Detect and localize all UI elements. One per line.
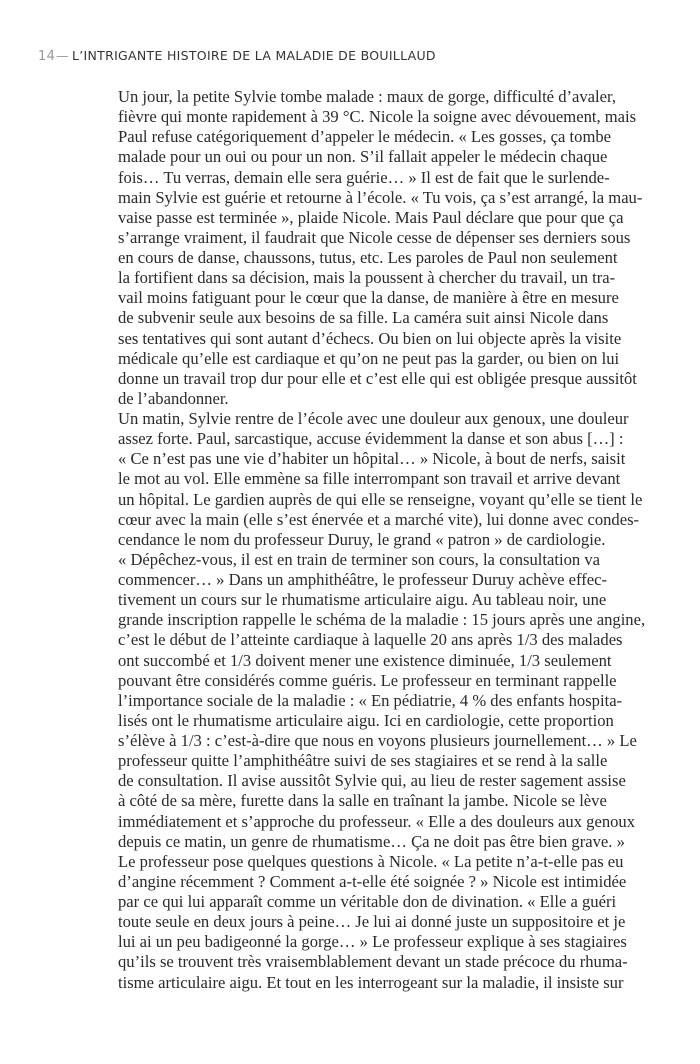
text-line: ses tentatives qui sont autant d’échecs. Ou bien on lui objecte après la visite bbox=[118, 328, 622, 348]
text-line: de subvenir seule aux besoins de sa fille. La caméra suit ainsi Nicole dans bbox=[118, 308, 609, 328]
text-line: tivement un cours sur le rhumatisme articulaire aigu. Au tableau noir, une bbox=[118, 590, 607, 610]
text-line: donne un travail trop dur pour elle et c’est elle qui est obligée presque aussitôt bbox=[118, 368, 637, 388]
text-line: vaise passe est terminée », plaide Nicole. Mais Paul déclare que pour que ça bbox=[118, 207, 624, 227]
header-separator: — bbox=[56, 48, 69, 63]
text-line: s’élève à 1/3 : c’est-à-dire que nous en voyons plusieurs journellement… » Le bbox=[118, 731, 637, 750]
text-line: c’est le début de l’atteinte cardiaque à laquelle 20 ans après 1/3 des malades bbox=[118, 630, 623, 650]
text-line: médicale qu’elle est cardiaque et qu’on ne peut pas la garder, ou bien on lui bbox=[118, 348, 620, 368]
text-line: Un matin, Sylvie rentre de l’école avec une douleur aux genoux, une douleur bbox=[118, 409, 629, 428]
text-line: le mot au vol. Elle emmène sa fille interrompant son travail et arrive devant bbox=[118, 469, 621, 489]
text-line: commencer… » Dans un amphithéâtre, le professeur Duruy achève effec- bbox=[118, 570, 607, 589]
text-line: main Sylvie est guérie et retourne à l’école. « Tu vois, ça s’est arrangé, la mau- bbox=[118, 187, 643, 207]
text-line: lui ai un peu badigeonné la gorge… » Le professeur explique à ses stagiaires bbox=[118, 932, 627, 952]
text-line: à côté de sa mère, furette dans la salle en traînant la jambe. Nicole se lève bbox=[118, 791, 607, 811]
text-line: pouvant être considérés comme guéris. Le professeur en terminant rappelle bbox=[118, 670, 617, 690]
text-line: par ce qui lui apparaît comme un véritable don de divination. « Elle a guéri bbox=[118, 892, 617, 911]
text-line: malade pour un oui ou pour un non. S’il fallait appeler le médecin chaque bbox=[118, 147, 608, 167]
text-line: grande inscription rappelle le schéma de la maladie : 15 jours après une angine, bbox=[118, 610, 646, 630]
text-line: Le professeur pose quelques questions à Nicole. « La petite n’a-t-elle pas eu bbox=[118, 851, 624, 871]
text-line: d’angine récemment ? Comment a-t-elle été soignée ? » Nicole est intimidée bbox=[118, 871, 627, 891]
text-line: Un jour, la petite Sylvie tombe malade : maux de gorge, difficulté d’avaler, bbox=[118, 87, 617, 106]
text-line: l’importance sociale de la maladie : « En pédiatrie, 4 % des enfants hospita- bbox=[118, 690, 623, 710]
text-line: « Ce n’est pas une vie d’habiter un hôpital… » Nicole, à bout de nerfs, saisit bbox=[118, 449, 626, 469]
text-line: professeur quitte l’amphithéâtre suivi de ses stagiaires et se rend à la salle bbox=[118, 751, 608, 771]
running-header bbox=[38, 48, 436, 64]
text-line: immédiatement et s’approche du professeur. « Elle a des douleurs aux genoux bbox=[118, 811, 636, 831]
text-line: la fortifient dans sa décision, mais la poussent à chercher du travail, un tra- bbox=[118, 268, 616, 288]
text-line: qu’ils se trouvent très vraisemblablement devant un stade précoce du rhuma- bbox=[118, 952, 628, 972]
text-line: toute seule en deux jours à peine… Je lui ai donné juste un suppositoire et je bbox=[118, 912, 626, 932]
text-line: s’arrange vraiment, il faudrait que Nicole cesse de dépenser ses derniers sous bbox=[118, 227, 631, 247]
text-line: fièvre qui monte rapidement à 39 °C. Nicole la soigne avec dévouement, mais bbox=[118, 107, 637, 127]
body-text bbox=[118, 87, 646, 993]
running-title: L’INTRIGANTE HISTOIRE DE LA MALADIE DE BOUILLAUD bbox=[71, 48, 436, 63]
text-line: un hôpital. Le gardien auprès de qui elle se renseigne, voyant qu’elle se tient le bbox=[118, 489, 643, 509]
text-line: cendance le nom du professeur Duruy, le grand « patron » de cardiologie. bbox=[118, 529, 606, 549]
text-line: de l’abandonner. bbox=[118, 388, 229, 408]
text-line: tisme articulaire aigu. Et tout en les interrogeant sur la maladie, il insiste sur bbox=[118, 972, 624, 992]
text-line: ont succombé et 1/3 doivent mener une existence diminuée, 1/3 seulement bbox=[118, 650, 612, 670]
page-number: 14 bbox=[38, 49, 56, 64]
text-line: cœur avec la main (elle s’est énervée et a marché vite), lui donne avec condes- bbox=[118, 509, 640, 529]
text-line: vail moins fatiguant pour le cœur que la danse, de manière à être en mesure bbox=[118, 288, 619, 308]
text-line: lisés ont le rhumatisme articulaire aigu. Ici en cardiologie, cette proportion bbox=[118, 710, 614, 730]
text-line: en cours de danse, chaussons, tutus, etc. Les paroles de Paul non seulement bbox=[118, 248, 618, 267]
text-line: de consultation. Il avise aussitôt Sylvie qui, au lieu de rester sagement assise bbox=[118, 771, 626, 791]
text-line: depuis ce matin, un genre de rhumatisme… Ça ne doit pas être bien grave. » bbox=[118, 831, 625, 851]
text-line: « Dépêchez-vous, il est en train de terminer son cours, la consultation va bbox=[118, 549, 600, 569]
text-line: assez forte. Paul, sarcastique, accuse évidemment la danse et son abus […] : bbox=[118, 429, 624, 449]
text-line: Paul refuse catégoriquement d’appeler le médecin. « Les gosses, ça tombe bbox=[118, 127, 612, 147]
text-line: fois… Tu verras, demain elle sera guérie… » Il est de fait que le surlende- bbox=[118, 167, 610, 187]
